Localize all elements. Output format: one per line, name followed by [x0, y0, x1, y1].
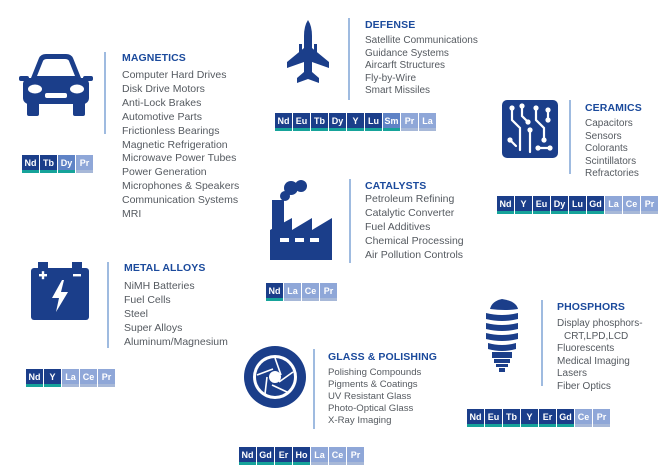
metal-alloys-title: METAL ALLOYS [124, 262, 206, 274]
defense-list [365, 35, 478, 98]
element-tile: Lu [365, 113, 382, 131]
factory-icon [268, 178, 334, 260]
glass-polishing-divider [313, 349, 315, 429]
list-item: UV Resistant Glass [328, 391, 412, 402]
magnetics-title: MAGNETICS [122, 52, 186, 64]
element-tile: Nd [22, 155, 39, 173]
list-item: Polishing Compounds [328, 367, 422, 378]
element-tile: Dy [551, 196, 568, 214]
element-tile: La [311, 447, 328, 465]
element-tile: Ce [329, 447, 346, 465]
ceramics-element-tiles [497, 196, 658, 214]
battery-icon [31, 262, 89, 320]
element-tile: La [62, 369, 79, 387]
glass-polishing-title: GLASS & POLISHING [328, 351, 438, 363]
glass-polishing-list [328, 367, 421, 427]
element-tile: Nd [26, 369, 43, 387]
element-tile: Y [515, 196, 532, 214]
metal-alloys-element-tiles [26, 369, 115, 387]
element-tile: La [419, 113, 436, 131]
element-tile: Eu [293, 113, 310, 131]
element-tile: Dy [58, 155, 75, 173]
list-item: Steel [124, 308, 148, 320]
list-item: Chemical Processing [365, 235, 464, 247]
element-tile: Eu [533, 196, 550, 214]
element-tile: Dy [329, 113, 346, 131]
car-icon [19, 52, 93, 118]
list-item: Disk Drive Motors [122, 82, 205, 95]
ceramics-title: CERAMICS [585, 102, 642, 114]
list-item: Fluorescents [557, 343, 615, 355]
list-item: Super Alloys [124, 322, 183, 334]
element-tile: Tb [503, 409, 520, 427]
defense-element-tiles [275, 113, 436, 131]
glass-polishing-element-tiles [239, 447, 364, 465]
element-tile: Ho [293, 447, 310, 465]
element-tile: Nd [266, 283, 283, 301]
list-item: X-Ray Imaging [328, 415, 392, 426]
catalysts-element-tiles [266, 283, 337, 301]
list-item: Lasers [557, 368, 588, 380]
list-item: Magnetic Refrigeration [122, 138, 228, 151]
list-item: Aircarft Structures [365, 60, 446, 72]
defense-title: DEFENSE [365, 19, 416, 31]
element-tile: Pr [593, 409, 610, 427]
list-item: Capacitors [585, 118, 633, 129]
element-tile: La [605, 196, 622, 214]
element-tile: Pr [347, 447, 364, 465]
element-tile: Er [275, 447, 292, 465]
list-item: Display phosphors- [557, 318, 643, 329]
list-item: CRT,LPD,LCD [564, 330, 629, 342]
list-item: Microphones & Speakers [122, 180, 240, 193]
element-tile: Gd [587, 196, 604, 214]
camera-aperture-icon [243, 345, 307, 409]
element-tile: Ce [80, 369, 97, 387]
list-item: Colorants [585, 143, 628, 155]
list-item: Sensors [585, 130, 622, 142]
list-item: Guidance Systems [365, 47, 449, 59]
list-item: NiMH Batteries [124, 280, 195, 292]
phosphors-list [557, 318, 643, 394]
element-tile: Y [347, 113, 364, 131]
element-tile: Sm [383, 113, 400, 131]
circuit-board-icon [502, 100, 558, 158]
element-tile: Nd [239, 447, 256, 465]
element-tile: Nd [497, 196, 514, 214]
element-tile: La [284, 283, 301, 301]
list-item: Power Generation [122, 166, 207, 179]
element-tile: Tb [311, 113, 328, 131]
element-tile: Tb [40, 155, 57, 173]
ceramics-divider [569, 100, 571, 174]
list-item: Pigments & Coatings [328, 379, 418, 390]
phosphors-divider [541, 300, 543, 386]
element-tile: Y [44, 369, 61, 387]
list-item: Air Pollution Controls [365, 249, 464, 261]
element-tile: Nd [467, 409, 484, 427]
list-item: Fuel Additives [365, 221, 431, 233]
list-item: Petroleum Refining [365, 193, 455, 205]
list-item: Scintillators [585, 155, 637, 167]
element-tile: Gd [557, 409, 574, 427]
magnetics-list [122, 69, 239, 222]
element-tile: Pr [76, 155, 93, 173]
list-item: Satellite Communications [365, 35, 478, 46]
list-item: Catalytic Converter [365, 207, 455, 219]
list-item: Aluminum/Magnesium [124, 336, 228, 348]
list-item: Refractories [585, 168, 639, 180]
element-tile: Pr [401, 113, 418, 131]
list-item: Fiber Optics [557, 380, 611, 392]
list-item: Smart Missiles [365, 85, 431, 97]
catalysts-divider [349, 179, 351, 263]
element-tile: Ce [302, 283, 319, 301]
element-tile: Er [539, 409, 556, 427]
list-item: Medical Imaging [557, 355, 630, 367]
element-tile: Ce [623, 196, 640, 214]
list-item: Frictionless Bearings [122, 124, 220, 137]
list-item: Fly-by-Wire [365, 72, 417, 84]
ceramics-list [585, 118, 639, 181]
element-tile: Pr [320, 283, 337, 301]
catalysts-title: CATALYSTS [365, 180, 427, 192]
list-item: Microwave Power Tubes [122, 152, 237, 165]
element-tile: Nd [275, 113, 292, 131]
element-tile: Pr [641, 196, 658, 214]
element-tile: Lu [569, 196, 586, 214]
element-tile: Y [521, 409, 538, 427]
catalysts-list [365, 192, 464, 262]
list-item: Computer Hard Drives [122, 69, 227, 81]
list-item: MRI [122, 208, 142, 221]
list-item: Automotive Parts [122, 110, 202, 123]
magnetics-element-tiles [22, 155, 93, 173]
magnetics-divider [104, 52, 106, 134]
element-tile: Ce [575, 409, 592, 427]
fighter-jet-icon [286, 20, 330, 84]
element-tile: Pr [98, 369, 115, 387]
phosphors-element-tiles [467, 409, 610, 427]
metal-alloys-divider [107, 262, 109, 348]
list-item: Photo-Optical Glass [328, 403, 414, 414]
element-tile: Eu [485, 409, 502, 427]
defense-divider [348, 18, 350, 100]
element-tile: Gd [257, 447, 274, 465]
metal-alloys-list [124, 279, 228, 349]
list-item: Communication Systems [122, 194, 239, 207]
list-item: Fuel Cells [124, 294, 171, 306]
phosphors-title: PHOSPHORS [557, 301, 625, 313]
list-item: Anti-Lock Brakes [122, 96, 202, 109]
light-bulb-icon [482, 299, 522, 373]
